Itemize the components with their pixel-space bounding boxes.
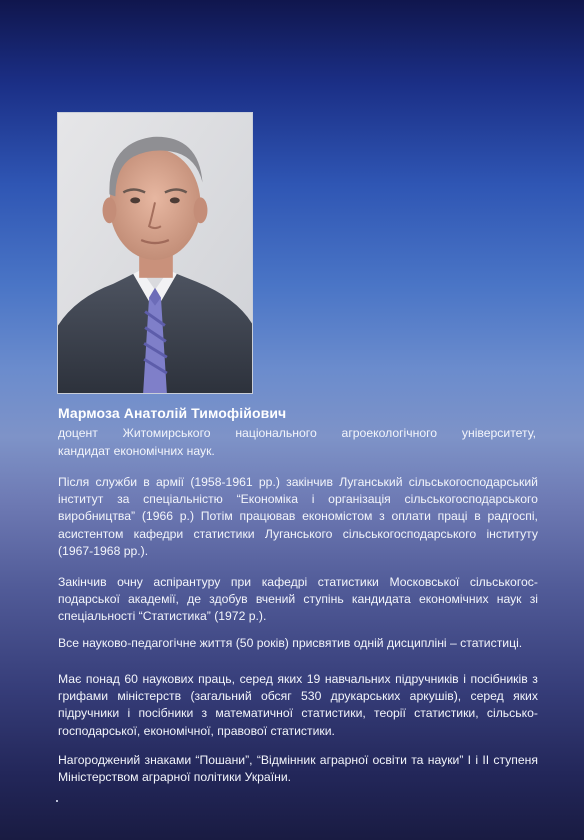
word: з bbox=[379, 509, 385, 524]
word: і bbox=[127, 706, 131, 721]
decorative-dot bbox=[56, 800, 58, 802]
word: рр.) bbox=[258, 475, 280, 489]
word: підручників bbox=[395, 672, 459, 686]
paragraph-line bbox=[58, 491, 538, 508]
paragraph-line bbox=[58, 635, 538, 652]
word: Потім bbox=[200, 509, 233, 524]
word: з bbox=[201, 706, 208, 721]
word: яких bbox=[277, 672, 303, 686]
word: серед bbox=[239, 672, 273, 686]
word: Луганський bbox=[339, 475, 403, 489]
word: навчальних bbox=[324, 672, 391, 686]
word: статистики bbox=[193, 526, 255, 541]
word: праці bbox=[437, 509, 468, 524]
word: Луганського bbox=[264, 526, 333, 541]
word: обсяг bbox=[260, 689, 292, 704]
paragraph-career bbox=[58, 635, 538, 652]
word: в bbox=[474, 509, 481, 524]
word: статистики bbox=[317, 575, 379, 589]
word: понад bbox=[85, 672, 120, 686]
word: вчений bbox=[255, 592, 296, 607]
word: Має bbox=[58, 672, 82, 686]
word: науки” bbox=[427, 753, 464, 767]
word: Московської bbox=[389, 575, 460, 589]
paragraph-line bbox=[58, 608, 538, 625]
word: ступеня bbox=[493, 753, 538, 767]
academic-degree: кандидат економічних наук. bbox=[58, 444, 215, 458]
word: “Економіка bbox=[236, 492, 298, 507]
word: за bbox=[117, 492, 130, 507]
paragraph-publications bbox=[58, 671, 538, 740]
word: грифами bbox=[58, 689, 109, 704]
word: спеціальністю bbox=[143, 492, 223, 507]
paragraph-line bbox=[58, 705, 538, 722]
word: аграрної bbox=[319, 753, 369, 767]
word: посібники bbox=[138, 706, 194, 721]
position-word: доцент bbox=[58, 426, 98, 440]
word: міністерств bbox=[117, 689, 182, 704]
word: наук bbox=[496, 592, 522, 607]
word: друкарських bbox=[330, 689, 401, 704]
paragraph-postgraduate bbox=[58, 574, 538, 626]
paragraph-line bbox=[58, 526, 538, 543]
word: Після bbox=[58, 475, 90, 489]
paragraph-line bbox=[58, 752, 538, 769]
word: посібників bbox=[470, 672, 528, 686]
word: (загальний bbox=[190, 689, 252, 704]
word: аспірантуру bbox=[153, 575, 221, 589]
paragraph-line bbox=[58, 688, 538, 705]
word: господарської, економічної, правової статистики. bbox=[58, 723, 335, 738]
word: здобув bbox=[209, 592, 248, 607]
person-name: Мармоза Анатолій Тимофійович bbox=[58, 405, 287, 421]
word: працював bbox=[239, 509, 296, 524]
word: ступінь bbox=[303, 592, 344, 607]
paragraph-military-education bbox=[58, 474, 538, 560]
word: теорії bbox=[374, 706, 406, 721]
word: сільсько- bbox=[486, 706, 538, 721]
portrait-illustration bbox=[58, 113, 252, 393]
word: “Пошани”, bbox=[195, 753, 253, 767]
word: кафедри bbox=[133, 526, 184, 541]
word: служби bbox=[95, 475, 138, 489]
word: сільськогос- bbox=[469, 575, 538, 589]
word: інституту bbox=[486, 526, 538, 541]
position-word: Житомирського bbox=[122, 426, 211, 440]
paragraph-line bbox=[58, 574, 538, 591]
word: та bbox=[411, 753, 424, 767]
paragraph-line bbox=[58, 508, 538, 525]
word: і bbox=[475, 753, 479, 767]
word: і bbox=[311, 492, 315, 507]
position-word: національного bbox=[235, 426, 317, 440]
word: інститут bbox=[58, 492, 104, 507]
word: І bbox=[467, 753, 472, 767]
paragraph-line bbox=[58, 474, 538, 491]
paragraph-line bbox=[58, 671, 538, 688]
word: “Відмінник bbox=[256, 753, 316, 767]
word: сільськогосподарський bbox=[408, 475, 538, 489]
word: армії bbox=[156, 475, 185, 489]
word: статистики, bbox=[414, 706, 479, 721]
word: подарської bbox=[58, 592, 120, 607]
word: де bbox=[187, 592, 201, 607]
word: асистентом bbox=[58, 526, 124, 541]
word: радгоспі, bbox=[487, 509, 538, 524]
paragraph-line bbox=[58, 723, 538, 740]
word: (1966 bbox=[141, 509, 174, 524]
word: оплати bbox=[391, 509, 431, 524]
word: статистики, bbox=[301, 706, 366, 721]
paragraph-line bbox=[58, 543, 538, 560]
word: р.) bbox=[179, 509, 195, 524]
word: наукових bbox=[142, 672, 194, 686]
position-block bbox=[58, 424, 536, 460]
word: Все науково-педагогічне життя (50 років) присвятив одній дисципліні – статистиці. bbox=[58, 636, 523, 650]
word: 530 bbox=[301, 689, 322, 704]
paragraph-line bbox=[58, 591, 538, 608]
word: економічних bbox=[418, 592, 489, 607]
word: підручники bbox=[58, 706, 120, 721]
word: зі bbox=[529, 592, 538, 607]
word: і bbox=[463, 672, 466, 686]
word: праць, bbox=[198, 672, 236, 686]
word: сільськогосподарського bbox=[404, 492, 538, 507]
word: з bbox=[532, 672, 538, 686]
word: Міністерством аграрної політики України. bbox=[58, 770, 292, 785]
portrait-photo bbox=[57, 112, 253, 394]
word: організація bbox=[328, 492, 391, 507]
position-line bbox=[58, 424, 536, 442]
word: 60 bbox=[124, 672, 138, 686]
word: Закінчив bbox=[58, 575, 107, 589]
word: академії, bbox=[128, 592, 179, 607]
paragraph-line bbox=[58, 769, 538, 786]
word: виробництва” bbox=[58, 509, 136, 524]
word: (1958-1961 bbox=[190, 475, 253, 489]
word: математичної bbox=[215, 706, 294, 721]
word: при bbox=[230, 575, 252, 589]
word: (1967-1968 рр.). bbox=[58, 543, 149, 558]
word: 19 bbox=[306, 672, 321, 686]
word: яких bbox=[513, 689, 538, 704]
word: сільськогосподарського bbox=[342, 526, 477, 541]
word: знаками bbox=[144, 753, 192, 767]
word: Нагороджений bbox=[58, 753, 141, 767]
word: освіти bbox=[372, 753, 407, 767]
word: закінчив bbox=[286, 475, 333, 489]
word: спеціальності “Статистика” (1972 р.). bbox=[58, 609, 267, 624]
paragraph-awards bbox=[58, 752, 538, 786]
word: кандидата bbox=[351, 592, 411, 607]
position-word: університету, bbox=[461, 426, 536, 440]
word: економістом bbox=[302, 509, 373, 524]
word: аркушів), bbox=[409, 689, 462, 704]
position-word: агроекологічного bbox=[341, 426, 438, 440]
word: в bbox=[143, 475, 150, 489]
word: ІІ bbox=[482, 753, 490, 767]
word: очну bbox=[117, 575, 143, 589]
word: серед bbox=[470, 689, 504, 704]
word: кафедрі bbox=[261, 575, 308, 589]
